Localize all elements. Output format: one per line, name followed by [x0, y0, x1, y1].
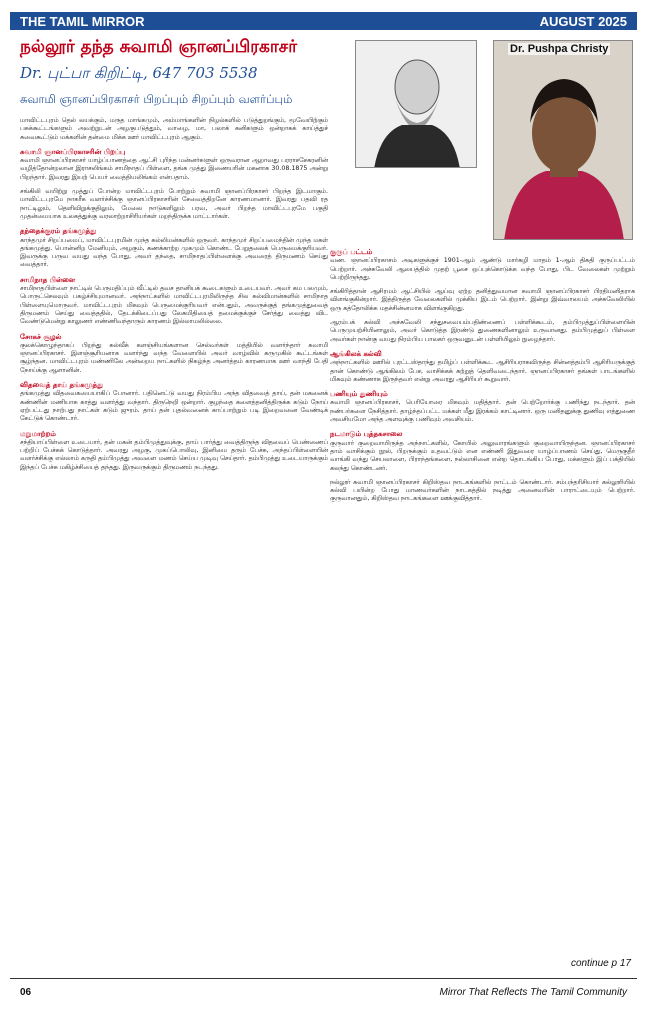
section-body: குலக்கொழுந்தாகப் பிறந்து கல்வீக் களஞ்சியங்களான செல்வர்கள் மத்தியில் வளர்ந்தார் சுவாமி ஞானப்பிரகாசர். இளஞ்சூரியனாக வளர்ந்து வந்த வேளையில் அவர் வாழ்வில் கருமுகில் கூட்டங்கள் சூழ்ந்தன. மாவிட்டபுரம் மண்ணிலே அன்றைய நாட்களில் நிகழ்ந்த அனர்த்தம் காரணமாக ஊர் வாந்தி பேதி நோய்க்கு ஆளானின்.: [20, 341, 328, 374]
article-column-right: [330, 248, 635, 978]
masthead-title: THE TAMIL MIRROR: [20, 13, 145, 29]
section-body: நல்லூர் சுவாமி ஞானப்பிரகாசர் கிறிஸ்தவ நாடகங்களில் நாட்டம் கொண்டார். சம்பந்தரிசியார் கல்லூரியில் கல்வி பயின்ற போது மாணவர்களின் நாடகத்தில் நடித்து அனைவரின் பாராட்டையும் பெற்றார். குருவானதும், கிறிஸ்தவ நாடகங்களை ஊக்குவித்தார்.: [330, 478, 635, 503]
section-body: சுவாமி ஞானப்பிரகாசர் யாழ்ப்பாணத்தை ஆட்சி புரிந்த மன்னர்களுள் ஒருவரான ஆறாவது பரராசசேகரனின் வழித்தோன்றலான இராசலிங்கம் சாமிநாதப் பிள்ளை, தங்க முத்து இணையரின் மகனாக 30.08.1875 அன்று பிறந்தார். இவரது இயற் பெயர் வைத்தியலிங்கம் என்பதாம்.: [20, 157, 328, 181]
section-heading: ஆங்கிலக் கல்வி: [330, 349, 382, 358]
footer-tagline: Mirror That Reflects The Tamil Community: [439, 987, 627, 998]
sections_right-section: [330, 319, 635, 344]
section-body: சந்தியாப்பிள்ளை உடையார், தன் மகன் தம்பிமுத்துவுக்கு, தாய் பார்த்து வைத்திருந்த விதவைப் பெண்ணைப் பற்றிப் பேச்சுக் கொடுத்தார். அவரது அழகு, முகப்பொலிவு, இனிமை தரும் பேச்சு, அந்தப்பிள்ளையின் வளர்ச்சிக்கு எல்லாம் கருதி தம்பிமுத்து அவளை மணம் செய்ய முடிவு செய்தார். தம்பிமுத்து உடையாருக்கும் இந்தப் பேச்சு மகிழ்ச்சியைத் தந்தது. இருவருக்கும் திருமணம் நடந்தது.: [20, 438, 328, 471]
portrait-photo-author: [493, 40, 633, 240]
section-heading: தந்தைக்குரம் தங்கமுத்து: [20, 227, 97, 236]
continue-note: continue p 17: [570, 958, 631, 969]
article-subtitle: சுவாமி ஞானப்பிரகாசர் பிறப்பும் சிறப்பும் வளர்ப்பும்: [20, 92, 293, 106]
section-heading: விதவைத் தாய் தங்கமுத்து: [20, 381, 104, 390]
author-portrait-illustration: [494, 41, 633, 240]
section-body: ஆரம்பக் கல்வி அச்சுவேலி சந்துசவையம்பதிண்ணைப் பள்ளிக்கூடம், தம்பிமுத்துப்பிள்ளையின் பெருமுயற்சியினாலும், அவர் கொடுத்த இரண்டு துணைகளினாலும் உருவானது. தம்பிமுத்துப் பிள்ளை அவர்கள் நான்கு வயது நிரம்பிய பாலகர் ஒருவனுடன் பள்ளியிலும் நுழைந்தார்.: [330, 319, 635, 343]
section-body: வண. ஞானப்பிரகாசம் அடிகளுக்குச் 1901-ஆம் ஆண்டு மார்கழி மாதம் 1-ஆம் திகதி குருப்பட்டம் பெற்றார். அச்சுவேலி ஆலயத்தில் முதற் பூசை ஒப்புக்கொடுக்க வந்த போது, பிட வேலைகள் முற்றும் பெற்றிருந்தது.: [330, 257, 635, 281]
sections_right-section: [330, 390, 635, 424]
issue-date: AUGUST 2025: [539, 13, 627, 29]
portrait-illustration: [356, 41, 477, 168]
section-heading: சோகச் சூழல்: [20, 332, 62, 341]
section-heading: சாமிநாத பிள்ளை: [20, 275, 76, 284]
sections_right-section: [330, 248, 635, 282]
section-body: மாவிட்டபுரம் தெல் லயக்கும், மருத மாங்கமும், அம்மாங்களின் நிழல்களில் படுத்துறங்கும், மூவேயிற்கும் பசுக்கூட்டங்களும் அவற்றுடன் அழகுபடுத்தும், வாழை, மா, பலாக் கனிகளும் ஒன்றாகக் காய்த்துச் சுவைகூட்டும் மக்களின் தன்மை மிக்க ஊர் மாவிட்டபுரம் ஆகும்.: [20, 117, 328, 141]
sections_right-section: [330, 430, 635, 472]
section-body: சங்கிலி வயிற்று முத்துப் போன்ற மாவிட்டபுரம் போற்றும் சுவாமி ஞானப்பிரகாசர் பிறந்த இடமாகும். மாவிட்டபுரமே நாகரீக வளர்ச்சிக்கு ஞானப்பிரகாசரின் சேவைத்திறனே காரணமானார். இவரது பதவி ரத நாட்டிலும், தெளிவிறுக்குதிலும், மேலை நாடுகளிலும் பரவ, அவர் பிறந்த மாவிட்டபுரமே பகுதி முதன்மையாக உலகத்துக்கு வரலாற்றாசிரியர்கள் மறந்திருக்க மாட்டார்கள்.: [20, 188, 328, 220]
section-body: காந்தமுர் சிறப்பமைப், மாவிட்டபுரமின் முந்த கல்லிமன்களில் ஒருவர். காந்தமுர் சிறப்பமைந்தின் முந்த மகள் தங்கமுத்து. பொன்னிற மேனியும், அழகும், கணக்காற்ற முகமும் கொண்ட பேறுதலைக் பெருமைக்குரியவர். இவருக்கு பருவ வயது வந்த போது, அவர் தந்தை, சாமிநாதப்பிள்ளைக்கு அவரைத் திருமணம் செய்து வைத்தார்.: [20, 236, 328, 269]
section-body: தங்கமுத்து விதவைகயையாகிப் போனார். பதினெட்டு வயது நிரம்பிய அந்த விதவைத் தாய், தன் மகனைக் கண்ணின் மணியாக காத்து வளர்த்து வந்தார். திருநெறி ஒன்றார். குழந்தை களைத்தனித்திருக்க கடும் நோய் ஏற்பட்டது நாற்பது நாட்கள் கடும் ஜுரம். தாய் தன் புதல்வனைக் காப்பாற்றும் படி இறைவனை வேண்டிக் கேட்டுக் கொண்டார்.: [20, 390, 328, 423]
section-heading: நடமாடும் புத்தகசாலை: [330, 430, 403, 439]
article-title: நல்லூர் தந்த சுவாமி ஞானப்பிரகாசர்: [20, 37, 298, 57]
section-body: சாமிநாதபிள்ளை நாட்டில் பெருமதிப்பும் வீட்டில் தவச தானியக் கூடைகளும் உடையவர். அவர் கம பலமும், பொருட்செலவும் பகழ்ச்சியுமானவர். அந்நாட்களில் மாவிட்டபுரமிலிருந்த சில கல்விமான்களில் சாமிநாத பிள்ளையுமொருவர். மாவிட்டபுரம் மிகவும் பெருமைக்குரியவர் என்பதும், அவருக்குத் தங்கமுத்துவைத் திருமணம் செய்து வைத்ததில், தேடக்கிடைப்பது லேசுமிதியைத் தமைக்குக்குச் சேர்த்து வைத்து விட வேண்டுமென்று காலுணர் எண்ணிவந்தாரும் காரணம் இல்லாமலில்லை.: [20, 285, 328, 326]
page-footer: [10, 978, 637, 1006]
sections_left-section: [20, 148, 328, 182]
sections_left-section: [20, 188, 328, 221]
section-heading: பணியும் துணியும்: [330, 390, 388, 399]
sections_left-section: [20, 430, 328, 472]
section-body: சங்கிரித்தான் ஆசிரமம் ஆட்சியில் ஆய்வு ஏற்ற தனித்துவமான சுவாமி ஞானப்பிரகாசர் பிரதிமனிதராக விளங்குகின்றார். இத்திருத்த வேலைகளில் முக்கிய இடம் பெற்றார். இன்று இவ்வாலயம் அச்சுவேலியில் ஒரு கத்தோலிக்க மதச்சின்னமாக விளங்குகிறது.: [330, 288, 635, 312]
page-number: 06: [20, 987, 32, 998]
article-column-left: [20, 117, 328, 972]
section-body: குருவார் குறைவாயிருந்த அந்நாட்களில், கோயில் அலுவாரங்களும் குறைவாயிருந்தன. ஞானப்பிரகாசர் தாம் வாசிக்கும் நூல், பிறருக்கும் உதவட்டும் என எண்ணி இதுவரை யாழ்ப்பாணம் செய்து, மெருகுதீர் வாங்கி வந்து செயலாளை, பிராந்தங்களை, நல்லாசினை என்ற தொடங்கிய போது, மக்களும் இப் பக்தியில் கலந்து கொண்டனர்.: [330, 439, 635, 472]
sections_left-section: [20, 333, 328, 375]
sections_right-section: [330, 479, 635, 504]
section-heading: குருப் பட்டம்: [330, 248, 373, 256]
portrait-photo-swami: [355, 40, 477, 168]
sections_left-section: [20, 227, 328, 269]
section-body: சுவாமி ஞானப்பிரகாசர், பெரியோரை மிகவும் மதித்தார். தன் பெற்றோர்க்கு பணிந்து நடந்தார். தன் நண்பர்களை நேசித்தார். தாழ்ந்தப்பட்ட மக்கள் மீது இரக்கம் காட்டினார். ஒரு மனிதனுக்கு துணிவு எத்துணை அவசியமோ அந்த அளவுக்கு பணிவும் அவசியம்.: [330, 399, 635, 424]
sections_left-section: [20, 381, 328, 423]
masthead-bar: [10, 12, 637, 30]
section-heading: சுவாமி ஞானப்பிரகாசரின் பிறப்பு: [20, 147, 126, 156]
sections_left-section: [20, 117, 328, 142]
author-photo-caption: Dr. Pushpa Christy: [510, 43, 609, 55]
sections_left-section: [20, 276, 328, 327]
sections_right-section: [330, 350, 635, 384]
section-heading: மறுமாற்றம்: [20, 429, 56, 438]
author-line: Dr. புட்பா கிறிட்டி, 647 703 5538: [20, 64, 258, 82]
sections_right-section: [330, 288, 635, 313]
section-body: அந்நாட்களில் ஊரில் புரட்டஸ்தாந்து தமிழ்ப் பள்ளிக்கூட ஆசிரியராகவிருந்த சின்னத்தம்பி ஆசிரியருக்குத் தான் கொண்டு ஆங்கிலம் பேச, வாசிக்கக் கற்றுத் தெளிவடைந்தார். ஞானப்பிரகாசர் தங்கள் பாடங்களில் மிகவும் கண்ணாக இருந்தவர் என்று அவரது ஆசிரியர் கூறுவார்.: [330, 359, 635, 383]
